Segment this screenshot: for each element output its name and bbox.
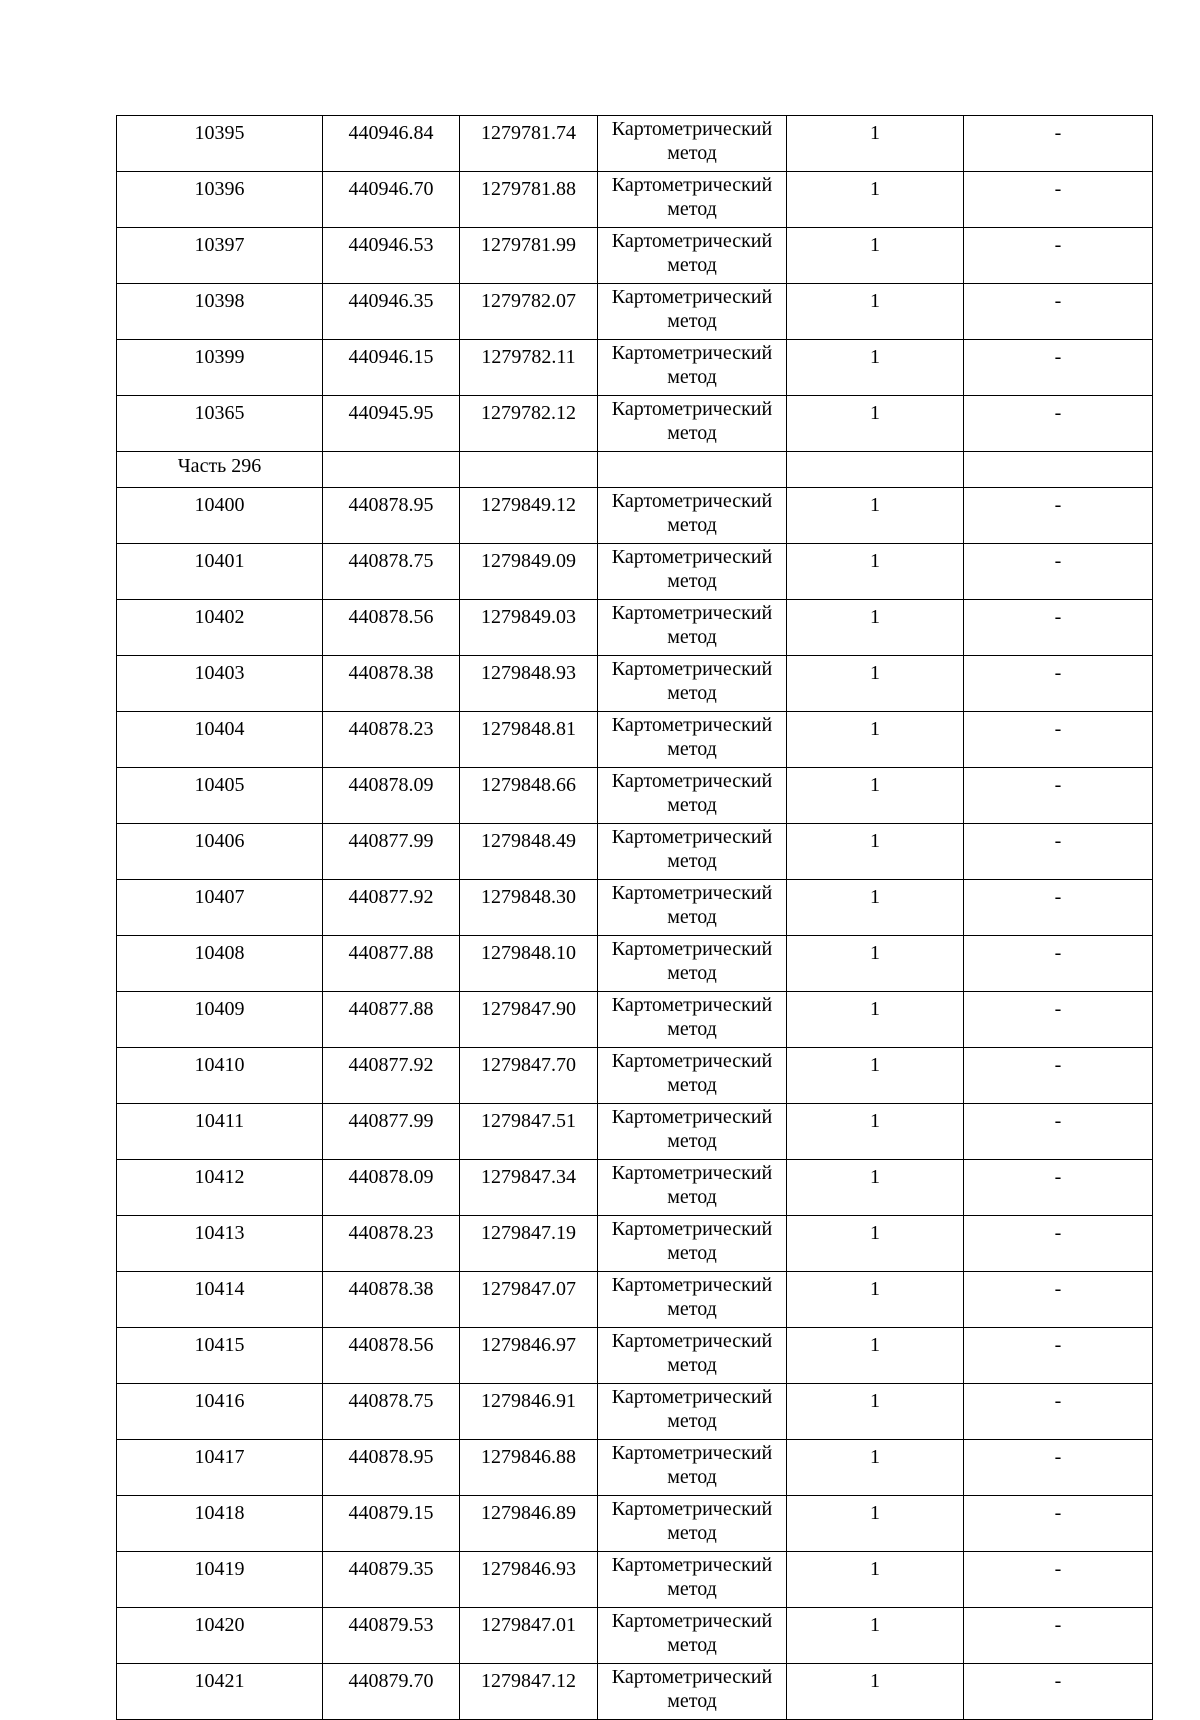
y-coordinate-cell: 1279847.70 [460, 1048, 598, 1104]
method-cell: Картометрический метод [598, 1440, 787, 1496]
table-row [117, 488, 1153, 544]
point-number-cell: 10412 [117, 1160, 323, 1216]
note-cell: - [964, 656, 1153, 712]
note-cell: - [964, 1048, 1153, 1104]
accuracy-cell: 1 [787, 1384, 964, 1440]
y-coordinate-cell: 1279781.88 [460, 172, 598, 228]
note-cell: - [964, 1216, 1153, 1272]
x-coordinate-cell: 440879.70 [323, 1664, 460, 1720]
x-coordinate-cell: 440878.38 [323, 1272, 460, 1328]
note-cell: - [964, 544, 1153, 600]
x-coordinate-cell: 440877.92 [323, 1048, 460, 1104]
point-number-cell: 10403 [117, 656, 323, 712]
point-number-cell: 10399 [117, 340, 323, 396]
accuracy-cell: 1 [787, 396, 964, 452]
note-cell: - [964, 600, 1153, 656]
y-coordinate-cell: 1279846.89 [460, 1496, 598, 1552]
point-number-cell: 10417 [117, 1440, 323, 1496]
coordinates-table [116, 115, 1153, 1720]
table-row [117, 396, 1153, 452]
accuracy-cell: 1 [787, 1216, 964, 1272]
x-coordinate-cell: 440877.88 [323, 992, 460, 1048]
y-coordinate-cell: 1279847.34 [460, 1160, 598, 1216]
note-cell: - [964, 488, 1153, 544]
table-row [117, 1552, 1153, 1608]
table-row [117, 1048, 1153, 1104]
note-cell: - [964, 1552, 1153, 1608]
method-cell: Картометрический метод [598, 1384, 787, 1440]
method-cell: Картометрический метод [598, 600, 787, 656]
point-number-cell: 10404 [117, 712, 323, 768]
table-row [117, 1328, 1153, 1384]
accuracy-cell: 1 [787, 1048, 964, 1104]
method-cell: Картометрический метод [598, 488, 787, 544]
x-coordinate-cell: 440879.15 [323, 1496, 460, 1552]
point-number-cell: 10402 [117, 600, 323, 656]
point-number-cell: 10421 [117, 1664, 323, 1720]
table-row [117, 1104, 1153, 1160]
method-cell: Картометрический метод [598, 880, 787, 936]
table-row [117, 172, 1153, 228]
y-coordinate-cell: 1279847.19 [460, 1216, 598, 1272]
method-cell: Картометрический метод [598, 936, 787, 992]
accuracy-cell: 1 [787, 824, 964, 880]
method-cell: Картометрический метод [598, 172, 787, 228]
y-coordinate-cell: 1279782.12 [460, 396, 598, 452]
point-number-cell: 10365 [117, 396, 323, 452]
method-cell: Картометрический метод [598, 1608, 787, 1664]
method-cell: Картометрический метод [598, 1048, 787, 1104]
accuracy-cell: 1 [787, 1608, 964, 1664]
x-coordinate-cell: 440878.23 [323, 1216, 460, 1272]
x-coordinate-cell: 440946.84 [323, 116, 460, 172]
x-coordinate-cell: 440878.75 [323, 544, 460, 600]
method-cell: Картометрический метод [598, 284, 787, 340]
accuracy-cell: 1 [787, 1552, 964, 1608]
method-cell: Картометрический метод [598, 1216, 787, 1272]
method-cell: Картометрический метод [598, 1104, 787, 1160]
y-coordinate-cell: 1279782.07 [460, 284, 598, 340]
accuracy-cell: 1 [787, 488, 964, 544]
y-coordinate-cell: 1279848.30 [460, 880, 598, 936]
accuracy-cell: 1 [787, 284, 964, 340]
y-coordinate-cell: 1279848.93 [460, 656, 598, 712]
table-row [117, 1664, 1153, 1720]
point-number-cell: 10409 [117, 992, 323, 1048]
table-row [117, 656, 1153, 712]
y-coordinate-cell: 1279846.88 [460, 1440, 598, 1496]
x-coordinate-cell: 440945.95 [323, 396, 460, 452]
table-row [117, 1384, 1153, 1440]
table-row [117, 768, 1153, 824]
accuracy-cell: 1 [787, 1664, 964, 1720]
note-cell: - [964, 172, 1153, 228]
y-coordinate-cell: 1279846.91 [460, 1384, 598, 1440]
accuracy-cell: 1 [787, 712, 964, 768]
empty-cell [598, 452, 787, 488]
accuracy-cell: 1 [787, 544, 964, 600]
point-number-cell: 10397 [117, 228, 323, 284]
x-coordinate-cell: 440878.56 [323, 600, 460, 656]
point-number-cell: 10410 [117, 1048, 323, 1104]
x-coordinate-cell: 440946.70 [323, 172, 460, 228]
method-cell: Картометрический метод [598, 992, 787, 1048]
y-coordinate-cell: 1279847.90 [460, 992, 598, 1048]
note-cell: - [964, 1496, 1153, 1552]
method-cell: Картометрический метод [598, 396, 787, 452]
x-coordinate-cell: 440878.95 [323, 488, 460, 544]
method-cell: Картометрический метод [598, 1496, 787, 1552]
method-cell: Картометрический метод [598, 228, 787, 284]
x-coordinate-cell: 440878.75 [323, 1384, 460, 1440]
point-number-cell: 10414 [117, 1272, 323, 1328]
accuracy-cell: 1 [787, 936, 964, 992]
y-coordinate-cell: 1279849.03 [460, 600, 598, 656]
method-cell: Картометрический метод [598, 1664, 787, 1720]
method-cell: Картометрический метод [598, 824, 787, 880]
accuracy-cell: 1 [787, 880, 964, 936]
note-cell: - [964, 880, 1153, 936]
table-row [117, 340, 1153, 396]
point-number-cell: 10395 [117, 116, 323, 172]
table-row [117, 1440, 1153, 1496]
note-cell: - [964, 1440, 1153, 1496]
note-cell: - [964, 228, 1153, 284]
y-coordinate-cell: 1279849.12 [460, 488, 598, 544]
x-coordinate-cell: 440946.15 [323, 340, 460, 396]
y-coordinate-cell: 1279849.09 [460, 544, 598, 600]
note-cell: - [964, 1272, 1153, 1328]
accuracy-cell: 1 [787, 1160, 964, 1216]
y-coordinate-cell: 1279847.01 [460, 1608, 598, 1664]
accuracy-cell: 1 [787, 228, 964, 284]
table-row [117, 1160, 1153, 1216]
table-row [117, 1272, 1153, 1328]
point-number-cell: 10419 [117, 1552, 323, 1608]
note-cell: - [964, 396, 1153, 452]
point-number-cell: 10405 [117, 768, 323, 824]
y-coordinate-cell: 1279846.97 [460, 1328, 598, 1384]
point-number-cell: 10418 [117, 1496, 323, 1552]
accuracy-cell: 1 [787, 1496, 964, 1552]
accuracy-cell: 1 [787, 116, 964, 172]
note-cell: - [964, 1160, 1153, 1216]
x-coordinate-cell: 440878.23 [323, 712, 460, 768]
accuracy-cell: 1 [787, 600, 964, 656]
note-cell: - [964, 1104, 1153, 1160]
note-cell: - [964, 1384, 1153, 1440]
accuracy-cell: 1 [787, 1104, 964, 1160]
x-coordinate-cell: 440878.56 [323, 1328, 460, 1384]
table-row [117, 284, 1153, 340]
table-row [117, 712, 1153, 768]
x-coordinate-cell: 440878.09 [323, 768, 460, 824]
y-coordinate-cell: 1279847.07 [460, 1272, 598, 1328]
note-cell: - [964, 768, 1153, 824]
point-number-cell: 10396 [117, 172, 323, 228]
note-cell: - [964, 1664, 1153, 1720]
part-label: Часть 296 [117, 452, 323, 488]
point-number-cell: 10416 [117, 1384, 323, 1440]
y-coordinate-cell: 1279846.93 [460, 1552, 598, 1608]
accuracy-cell: 1 [787, 340, 964, 396]
y-coordinate-cell: 1279848.49 [460, 824, 598, 880]
point-number-cell: 10398 [117, 284, 323, 340]
point-number-cell: 10413 [117, 1216, 323, 1272]
table-row [117, 1216, 1153, 1272]
method-cell: Картометрический метод [598, 1552, 787, 1608]
y-coordinate-cell: 1279848.10 [460, 936, 598, 992]
method-cell: Картометрический метод [598, 656, 787, 712]
method-cell: Картометрический метод [598, 116, 787, 172]
x-coordinate-cell: 440879.53 [323, 1608, 460, 1664]
empty-cell [323, 452, 460, 488]
point-number-cell: 10407 [117, 880, 323, 936]
point-number-cell: 10408 [117, 936, 323, 992]
table-row [117, 1496, 1153, 1552]
empty-cell [964, 452, 1153, 488]
accuracy-cell: 1 [787, 992, 964, 1048]
point-number-cell: 10406 [117, 824, 323, 880]
table-row [117, 544, 1153, 600]
x-coordinate-cell: 440877.88 [323, 936, 460, 992]
note-cell: - [964, 1328, 1153, 1384]
part-header-row [117, 452, 1153, 488]
y-coordinate-cell: 1279848.66 [460, 768, 598, 824]
method-cell: Картометрический метод [598, 1272, 787, 1328]
point-number-cell: 10401 [117, 544, 323, 600]
y-coordinate-cell: 1279781.99 [460, 228, 598, 284]
empty-cell [787, 452, 964, 488]
accuracy-cell: 1 [787, 656, 964, 712]
x-coordinate-cell: 440878.95 [323, 1440, 460, 1496]
accuracy-cell: 1 [787, 768, 964, 824]
table-row [117, 992, 1153, 1048]
point-number-cell: 10415 [117, 1328, 323, 1384]
table-row [117, 1608, 1153, 1664]
y-coordinate-cell: 1279781.74 [460, 116, 598, 172]
x-coordinate-cell: 440878.38 [323, 656, 460, 712]
table-row [117, 600, 1153, 656]
accuracy-cell: 1 [787, 1272, 964, 1328]
accuracy-cell: 1 [787, 1440, 964, 1496]
x-coordinate-cell: 440877.92 [323, 880, 460, 936]
table-row [117, 880, 1153, 936]
note-cell: - [964, 936, 1153, 992]
note-cell: - [964, 992, 1153, 1048]
accuracy-cell: 1 [787, 1328, 964, 1384]
point-number-cell: 10411 [117, 1104, 323, 1160]
method-cell: Картометрический метод [598, 340, 787, 396]
x-coordinate-cell: 440877.99 [323, 1104, 460, 1160]
point-number-cell: 10420 [117, 1608, 323, 1664]
x-coordinate-cell: 440877.99 [323, 824, 460, 880]
x-coordinate-cell: 440879.35 [323, 1552, 460, 1608]
method-cell: Картометрический метод [598, 1160, 787, 1216]
y-coordinate-cell: 1279848.81 [460, 712, 598, 768]
method-cell: Картометрический метод [598, 768, 787, 824]
method-cell: Картометрический метод [598, 544, 787, 600]
note-cell: - [964, 284, 1153, 340]
empty-cell [460, 452, 598, 488]
coordinates-table-body [117, 116, 1153, 1720]
x-coordinate-cell: 440946.35 [323, 284, 460, 340]
note-cell: - [964, 1608, 1153, 1664]
table-row [117, 824, 1153, 880]
x-coordinate-cell: 440946.53 [323, 228, 460, 284]
table-row [117, 936, 1153, 992]
point-number-cell: 10400 [117, 488, 323, 544]
method-cell: Картометрический метод [598, 1328, 787, 1384]
table-row [117, 116, 1153, 172]
note-cell: - [964, 340, 1153, 396]
y-coordinate-cell: 1279847.51 [460, 1104, 598, 1160]
note-cell: - [964, 116, 1153, 172]
accuracy-cell: 1 [787, 172, 964, 228]
y-coordinate-cell: 1279782.11 [460, 340, 598, 396]
method-cell: Картометрический метод [598, 712, 787, 768]
note-cell: - [964, 824, 1153, 880]
x-coordinate-cell: 440878.09 [323, 1160, 460, 1216]
note-cell: - [964, 712, 1153, 768]
table-row [117, 228, 1153, 284]
y-coordinate-cell: 1279847.12 [460, 1664, 598, 1720]
